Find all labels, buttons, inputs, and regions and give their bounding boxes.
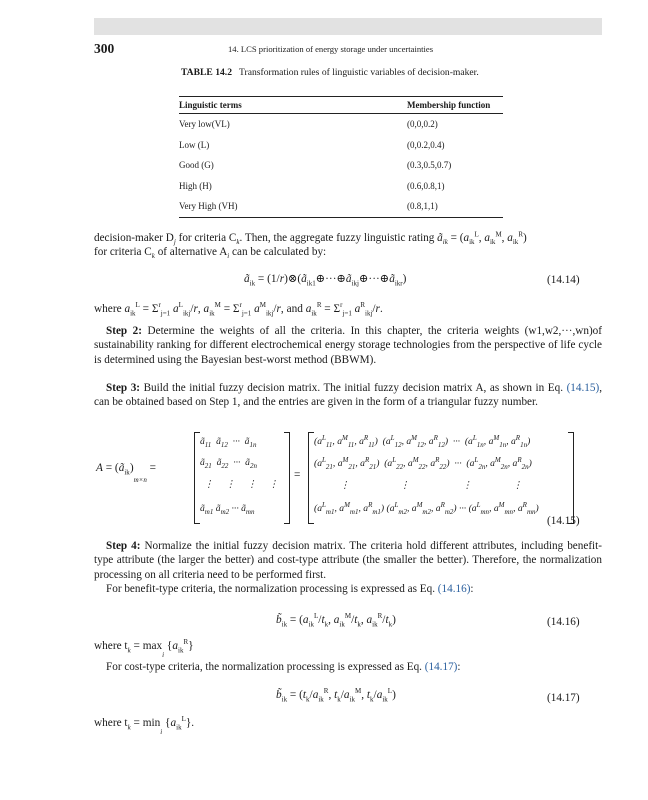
table-row [179,135,503,156]
table-cell: Very High (VH) [179,196,407,217]
table-row [179,114,503,135]
equation-number: (14.15) [547,515,580,527]
paragraph-step2: Step 2: Determine the weights of all the criteria. In this chapter, the criteria weights (w1,w2,···,wn)of sustainability ranking for different electrochemical energy storage technologies from the perspective of life cycle is determined using the Bayesian best-worst method (BBWM). [94,325,602,366]
table-row [179,155,503,176]
header-bar [94,18,602,35]
table-cell: Very low(VL) [179,119,230,130]
equation-number: (14.16) [547,616,580,628]
column-header: Membership function [407,97,503,114]
paragraph-step3: Step 3: Build the initial fuzzy decision matrix. The initial fuzzy decision matrix A, as shown in Eq. (14.15), can be obtained based on Step 1, and the entries are given in the form of a triangular fuzzy number. [94,382,602,409]
equation-link[interactable]: (14.17) [424,661,458,673]
table-row [179,176,503,197]
equation-number: (14.14) [547,274,580,286]
table-cell: (0.3,0.5,0.7) [407,160,452,171]
paragraph-aggregate: decision-maker $D_j$ for criteria $C_k$. Then, the aggregate fuzzy linguistic rating $ã_{ik} = (a_{ik}^L$, $a_{ik}^M$, $a_{ik}^R$) for criteria $C_k$ of alternative $A_i$ can be calculated by: [94,230,527,261]
equation-14-14: $ã_{ik}$ = $(1/r)\otimes(ã_{ik1}\oplus\cdot\cdot\cdot\oplus ã_{ikj}\oplus\cdot\cdot\cdot\oplus ã_{ikr})$ [244,273,407,288]
table-cell: (0.6,0.8,1) [407,180,445,191]
linguistic-table [179,96,503,218]
paragraph-step4: Step 4: Normalize the initial fuzzy decision matrix. The criteria hold different attributes, including benefit-type attribute (the larger the better) and cost-type attribute (the smaller the better). Therefore, the normalization processing on all criteria need to be performed first. [94,540,602,581]
equation-where-defs: where $a_{ik}^L = \Sigma^r_{j=1}$ $a^L_{ikj}/r$, $a_{ik}^M = \Sigma^r_{j=1}$ $a^M_{ikj}/r$, and $a_{ik}^R = \Sigma^r_{j=1}$ $a^R_{ikj}/r$. [94,301,383,318]
where-tk-max: where $t_k = \max_i \{a_{ik}^R\}$ [94,638,194,660]
equation-number: (14.17) [547,692,580,704]
where-tk-min: where $t_k = \min_i \{a_{ik}^L\}$. [94,715,195,737]
table-label: TABLE 14.2 [181,67,232,78]
matrix-bracket [568,432,574,524]
table-cell: (0,0,0.2) [407,119,438,130]
table-caption-text: Transformation rules of linguistic variables of decision-maker. [239,67,479,78]
equation-link[interactable]: (14.16) [437,583,471,595]
table-cell: Low (L) [179,139,210,150]
matrix-lhs: $A = (ã_{ik})_{m\times n}$ = [96,462,157,485]
page-number: 300 [94,41,115,56]
column-header: Linguistic terms [179,97,407,114]
equation-link[interactable]: (14.15) [566,382,600,394]
table-cell: (0.8,1,1) [407,196,503,217]
table-header-row [179,97,503,114]
table-caption [181,67,506,79]
table-cell: (0,0.2,0.4) [407,139,445,150]
running-head: 14. LCS prioritization of energy storage under uncertainties [228,44,434,54]
table-row [179,196,503,217]
paragraph-cost: For cost-type criteria, the normalization processing is expressed as Eq. (14.17): [106,661,461,673]
table-cell: Good (G) [179,160,214,171]
table-cell: High (H) [179,180,212,191]
equation-14-16: $b̃_{ik} = (a_{ik}^L/t_k$, $a_{ik}^M/t_k$, $a_{ik}^R/t_k$) [276,612,396,629]
paragraph-benefit: For benefit-type criteria, the normalization processing is expressed as Eq. (14.16): [106,583,474,595]
equation-14-17: $b̃_{ik} = (t_k/a_{ik}^R$, $t_k/a_{ik}^M$, $t_k/a_{ik}^L$) [276,687,396,704]
matrix-bracket [284,432,290,524]
